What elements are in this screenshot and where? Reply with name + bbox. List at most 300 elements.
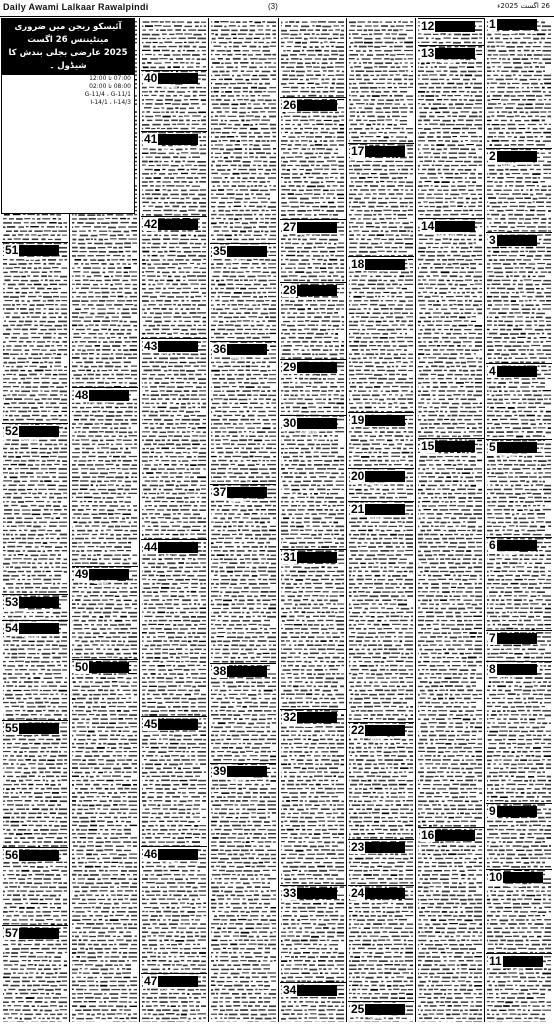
text-line-segment — [109, 251, 118, 253]
text-line-segment — [34, 681, 39, 683]
text-line-segment — [53, 513, 58, 514]
text-line-segment — [96, 608, 99, 609]
text-line-segment — [22, 267, 26, 269]
text-line-segment — [121, 866, 123, 867]
text-line-segment — [86, 1018, 93, 1019]
text-line-segment — [3, 538, 9, 539]
text-line-segment — [14, 329, 21, 330]
text-line-segment — [14, 313, 18, 314]
text-line-segment — [47, 1018, 50, 1020]
text-line-segment — [83, 612, 86, 613]
text-line-segment — [56, 300, 61, 301]
text-line-segment — [119, 337, 121, 339]
text-line-segment — [85, 415, 89, 417]
text-line-segment — [25, 353, 28, 355]
text-line-segment — [85, 997, 94, 999]
text-line-segment — [98, 792, 104, 794]
text-line-segment — [45, 374, 51, 376]
text-line-segment — [76, 296, 80, 297]
text-line-segment — [16, 550, 21, 552]
text-line-segment — [85, 964, 93, 965]
text-line-segment — [184, 26, 192, 27]
text-line-segment — [24, 792, 31, 793]
text-line-segment — [43, 870, 49, 872]
column-3 — [140, 18, 208, 1022]
text-line-segment — [53, 505, 60, 507]
text-line-segment — [31, 948, 40, 949]
text-line-segment — [45, 977, 50, 978]
text-line-segment — [43, 755, 47, 756]
text-line-segment — [80, 768, 89, 769]
text-line-segment — [117, 378, 123, 379]
text-line-segment — [49, 472, 56, 473]
text-line-segment — [122, 903, 130, 904]
text-line-segment — [126, 251, 131, 252]
text-line-segment — [87, 382, 95, 383]
text-line-segment — [162, 34, 167, 35]
text-line-segment — [9, 759, 16, 760]
text-line-segment — [84, 321, 91, 322]
text-line-segment — [92, 534, 97, 535]
text-line-segment — [111, 731, 117, 732]
text-line-segment — [49, 698, 51, 699]
text-line-segment — [116, 534, 121, 536]
text-line-segment — [105, 317, 108, 319]
text-line-segment — [3, 1005, 6, 1006]
text-line-segment — [127, 403, 133, 404]
text-line-segment — [102, 796, 106, 797]
text-line-segment — [15, 534, 18, 535]
text-line-segment — [62, 563, 67, 564]
text-line-segment — [131, 648, 137, 649]
text-line-segment — [72, 407, 77, 408]
text-line-segment — [21, 288, 28, 289]
text-line-segment — [179, 120, 183, 122]
text-line-segment — [116, 784, 121, 785]
text-line-segment — [182, 54, 190, 55]
text-line-segment — [126, 550, 131, 551]
text-line-segment — [111, 452, 115, 454]
text-line-segment — [109, 944, 113, 945]
text-line-segment — [164, 177, 169, 179]
text-line-segment — [18, 829, 26, 831]
text-line-segment — [52, 792, 59, 794]
text-line-segment — [4, 476, 7, 478]
text-line-segment — [34, 833, 40, 834]
text-line-segment — [21, 353, 23, 354]
text-line-segment — [49, 559, 54, 560]
text-line-segment — [102, 1018, 106, 1019]
text-line-segment — [169, 153, 175, 154]
text-line-segment — [101, 447, 109, 448]
text-line-segment — [43, 907, 48, 908]
text-line-segment — [76, 403, 81, 404]
text-line-segment — [105, 948, 111, 950]
text-line-segment — [28, 542, 33, 544]
text-line-segment — [165, 99, 173, 101]
text-line-segment — [119, 288, 123, 290]
text-line-segment — [129, 878, 133, 879]
text-line-segment — [22, 513, 30, 514]
text-line-segment — [133, 677, 137, 678]
text-line-segment — [100, 505, 107, 506]
text-line-segment — [4, 989, 6, 991]
text-line-segment — [34, 325, 38, 326]
text-line-segment — [124, 583, 128, 585]
text-line-segment — [119, 1018, 124, 1019]
text-line-segment — [92, 735, 96, 736]
text-line-segment — [129, 751, 137, 752]
text-line-segment — [203, 116, 206, 118]
text-line-segment — [80, 366, 83, 368]
text-line-segment — [122, 316, 131, 318]
text-line-segment — [74, 649, 82, 651]
text-line-segment — [29, 755, 35, 757]
text-line-segment — [105, 935, 110, 937]
text-line-segment — [78, 587, 82, 588]
text-line-segment — [127, 915, 130, 917]
text-line-segment — [125, 444, 133, 445]
text-line-segment — [37, 476, 41, 477]
text-line-segment — [3, 304, 11, 305]
text-line-segment — [22, 1009, 30, 1011]
text-line-segment — [76, 751, 83, 752]
text-line-segment — [54, 444, 58, 446]
text-line-segment — [50, 587, 59, 588]
text-line-segment — [63, 505, 67, 507]
text-line-segment — [98, 419, 104, 420]
text-line-segment — [43, 337, 52, 339]
text-line-segment — [58, 333, 67, 335]
text-line-segment — [77, 530, 85, 532]
text-line-segment — [192, 186, 200, 187]
text-line-segment — [14, 554, 16, 556]
text-line-segment — [193, 251, 201, 252]
text-line-segment — [84, 637, 91, 639]
text-line-segment — [11, 969, 19, 970]
text-line-segment — [124, 247, 131, 249]
text-line-segment — [21, 587, 24, 588]
text-line-segment — [125, 341, 131, 342]
text-line-segment — [131, 374, 137, 376]
text-line-segment — [93, 320, 100, 322]
text-line-segment — [61, 616, 67, 617]
text-line-segment — [157, 128, 160, 129]
text-line-segment — [44, 915, 51, 917]
text-line-segment — [160, 280, 165, 281]
text-line-segment — [13, 894, 20, 896]
text-line-segment — [204, 243, 206, 245]
text-line-segment — [119, 730, 122, 732]
text-line-segment — [103, 805, 110, 807]
text-line-segment — [63, 1017, 67, 1019]
text-line-segment — [126, 772, 132, 773]
text-line-segment — [103, 378, 105, 380]
text-line-segment — [199, 202, 206, 204]
text-line-segment — [106, 760, 115, 762]
text-line-segment — [81, 719, 85, 720]
text-line-segment — [3, 419, 9, 420]
text-line-segment — [40, 555, 47, 556]
text-line-segment — [125, 1006, 127, 1008]
text-line-segment — [53, 771, 61, 773]
text-line-segment — [49, 525, 57, 527]
text-line-segment — [3, 456, 7, 458]
text-line-segment — [64, 989, 67, 991]
text-line-segment — [38, 776, 40, 777]
text-line-segment — [116, 1013, 122, 1014]
text-line-segment — [27, 267, 31, 269]
text-line-segment — [76, 911, 85, 912]
text-line-segment — [21, 640, 26, 642]
text-line-segment — [135, 936, 138, 937]
text-line-segment — [75, 538, 84, 540]
edition-date: 26 اگست 2025ء — [497, 2, 550, 10]
text-line-segment — [106, 637, 112, 639]
text-line-segment — [46, 763, 55, 765]
text-line-segment — [134, 431, 137, 432]
text-line-segment — [55, 280, 61, 281]
text-line-segment — [100, 595, 102, 597]
text-line-segment — [163, 238, 170, 240]
text-line-segment — [72, 763, 78, 764]
text-line-segment — [131, 308, 137, 310]
text-line-segment — [162, 157, 170, 159]
text-line-segment — [19, 530, 22, 531]
text-line-segment — [155, 206, 163, 208]
text-line-segment — [121, 919, 129, 920]
text-line-segment — [32, 493, 36, 494]
text-line-segment — [3, 263, 7, 265]
text-line-segment — [117, 755, 122, 756]
text-line-segment — [115, 243, 123, 245]
text-line-segment — [189, 108, 194, 109]
text-line-segment — [72, 480, 79, 481]
text-line-segment — [110, 325, 116, 326]
text-line-segment — [77, 726, 86, 727]
text-line-segment — [6, 993, 12, 995]
text-line-segment — [96, 653, 103, 655]
text-line-segment — [44, 480, 51, 482]
text-line-segment — [72, 509, 76, 511]
text-line-segment — [3, 685, 4, 687]
text-line-segment — [168, 173, 172, 175]
text-line-segment — [104, 624, 108, 626]
text-line-segment — [151, 95, 156, 96]
text-line-segment — [72, 587, 75, 589]
text-line-segment — [163, 116, 171, 118]
text-line-segment — [3, 698, 4, 700]
text-line-segment — [3, 661, 6, 662]
text-line-segment — [123, 308, 130, 310]
text-line-segment — [22, 825, 27, 826]
text-line-segment — [13, 374, 16, 375]
text-line-segment — [153, 54, 155, 55]
text-line-segment — [29, 776, 35, 777]
text-line-segment — [34, 960, 41, 961]
text-line-segment — [95, 415, 104, 417]
text-line-segment — [174, 210, 177, 211]
text-line-segment — [129, 854, 137, 855]
text-line-segment — [145, 169, 153, 170]
text-line-segment — [49, 562, 52, 564]
text-line-segment — [116, 374, 123, 376]
text-line-segment — [131, 809, 138, 810]
text-line-segment — [75, 788, 78, 789]
text-line-segment — [192, 300, 201, 302]
text-line-segment — [9, 485, 17, 487]
text-line-segment — [64, 366, 67, 368]
text-line-segment — [82, 899, 86, 901]
text-line-segment — [88, 763, 97, 765]
text-line-segment — [4, 362, 8, 364]
text-line-segment — [129, 857, 137, 858]
text-line-segment — [92, 628, 97, 630]
text-line-segment — [163, 124, 170, 126]
text-line-segment — [109, 411, 115, 413]
text-line-segment — [8, 1017, 12, 1018]
text-line-segment — [175, 259, 184, 261]
text-line-segment — [125, 833, 131, 835]
text-line-segment — [111, 493, 117, 494]
text-line-segment — [142, 185, 148, 187]
text-line-segment — [25, 583, 31, 585]
text-line-segment — [80, 407, 84, 409]
text-line-segment — [23, 333, 28, 334]
text-line-segment — [124, 242, 131, 244]
text-line-segment — [3, 346, 5, 348]
text-line-segment — [194, 177, 198, 179]
text-line-segment — [121, 628, 128, 630]
text-line-segment — [32, 1006, 35, 1007]
text-line-segment — [172, 263, 178, 264]
text-line-segment — [35, 591, 37, 593]
text-line-segment — [132, 473, 137, 475]
text-line-segment — [172, 21, 176, 23]
text-line-segment — [110, 788, 115, 789]
text-line-segment — [193, 91, 198, 93]
text-line-segment — [41, 985, 49, 986]
text-line-segment — [59, 887, 67, 889]
text-line-segment — [75, 710, 83, 711]
text-line-segment — [11, 796, 19, 798]
text-line-segment — [75, 280, 81, 281]
text-line-segment — [151, 21, 159, 22]
text-line-segment — [59, 965, 61, 967]
text-line-segment — [8, 555, 11, 556]
text-line-segment — [10, 821, 19, 823]
text-line-segment — [109, 456, 111, 457]
text-line-segment — [121, 686, 129, 688]
text-line-segment — [36, 972, 38, 974]
text-line-segment — [32, 514, 41, 516]
text-line-segment — [57, 759, 63, 760]
text-line-segment — [85, 813, 94, 815]
text-line-segment — [123, 813, 126, 815]
text-line-segment — [41, 1006, 49, 1007]
text-line-segment — [79, 681, 82, 683]
text-line-segment — [18, 395, 27, 396]
text-line-segment — [88, 878, 95, 880]
text-line-segment — [106, 538, 114, 539]
text-line-segment — [43, 780, 45, 782]
text-line-segment — [5, 981, 10, 983]
text-line-segment — [26, 472, 33, 473]
text-line-segment — [110, 890, 114, 892]
text-line-segment — [54, 890, 63, 891]
text-line-segment — [124, 275, 130, 277]
text-line-segment — [186, 62, 189, 63]
text-line-segment — [37, 997, 43, 998]
text-line-segment — [106, 477, 114, 478]
text-line-segment — [31, 288, 35, 289]
text-line-segment — [72, 497, 73, 498]
text-line-segment — [38, 763, 44, 764]
text-line-segment — [81, 857, 85, 858]
text-line-segment — [61, 313, 67, 315]
text-line-segment — [118, 694, 123, 695]
text-line-segment — [124, 415, 133, 416]
text-line-segment — [131, 517, 137, 519]
text-line-segment — [188, 37, 196, 39]
text-line-segment — [125, 378, 132, 379]
text-line-segment — [96, 280, 102, 281]
text-line-segment — [22, 538, 26, 540]
text-line-segment — [43, 542, 48, 544]
text-line-segment — [82, 444, 89, 446]
text-line-segment — [110, 288, 117, 289]
text-line-segment — [156, 99, 162, 101]
text-line-segment — [42, 776, 45, 777]
text-line-segment — [200, 189, 206, 190]
text-line-segment — [78, 493, 82, 494]
text-line-segment — [87, 858, 95, 859]
text-line-segment — [82, 915, 87, 916]
text-line-segment — [199, 46, 206, 48]
text-line-segment — [28, 357, 32, 359]
text-line-segment — [8, 362, 16, 364]
text-line-segment — [97, 796, 100, 797]
text-line-segment — [45, 771, 50, 772]
text-line-segment — [64, 415, 67, 417]
text-line-segment — [21, 714, 29, 716]
text-line-segment — [125, 620, 130, 621]
text-line-segment — [133, 874, 137, 875]
text-line-segment — [10, 579, 15, 580]
masthead — [0, 0, 554, 17]
text-line-segment — [6, 821, 9, 823]
text-line-segment — [115, 526, 120, 528]
text-line-segment — [64, 559, 67, 561]
text-line-segment — [149, 288, 154, 289]
text-line-segment — [58, 317, 62, 318]
text-line-segment — [62, 636, 67, 638]
text-line-segment — [130, 468, 137, 469]
text-line-segment — [51, 235, 56, 236]
text-line-segment — [93, 698, 99, 700]
text-line-segment — [93, 370, 95, 372]
text-line-segment — [95, 895, 99, 896]
text-line-segment — [28, 956, 36, 958]
text-line-segment — [72, 722, 75, 724]
text-line-segment — [80, 251, 87, 252]
text-line-segment — [129, 989, 131, 991]
text-line-segment — [32, 575, 36, 577]
text-line-segment — [106, 923, 112, 924]
text-line-segment — [8, 1005, 12, 1006]
text-line-segment — [7, 776, 13, 777]
text-line-segment — [104, 1001, 106, 1003]
